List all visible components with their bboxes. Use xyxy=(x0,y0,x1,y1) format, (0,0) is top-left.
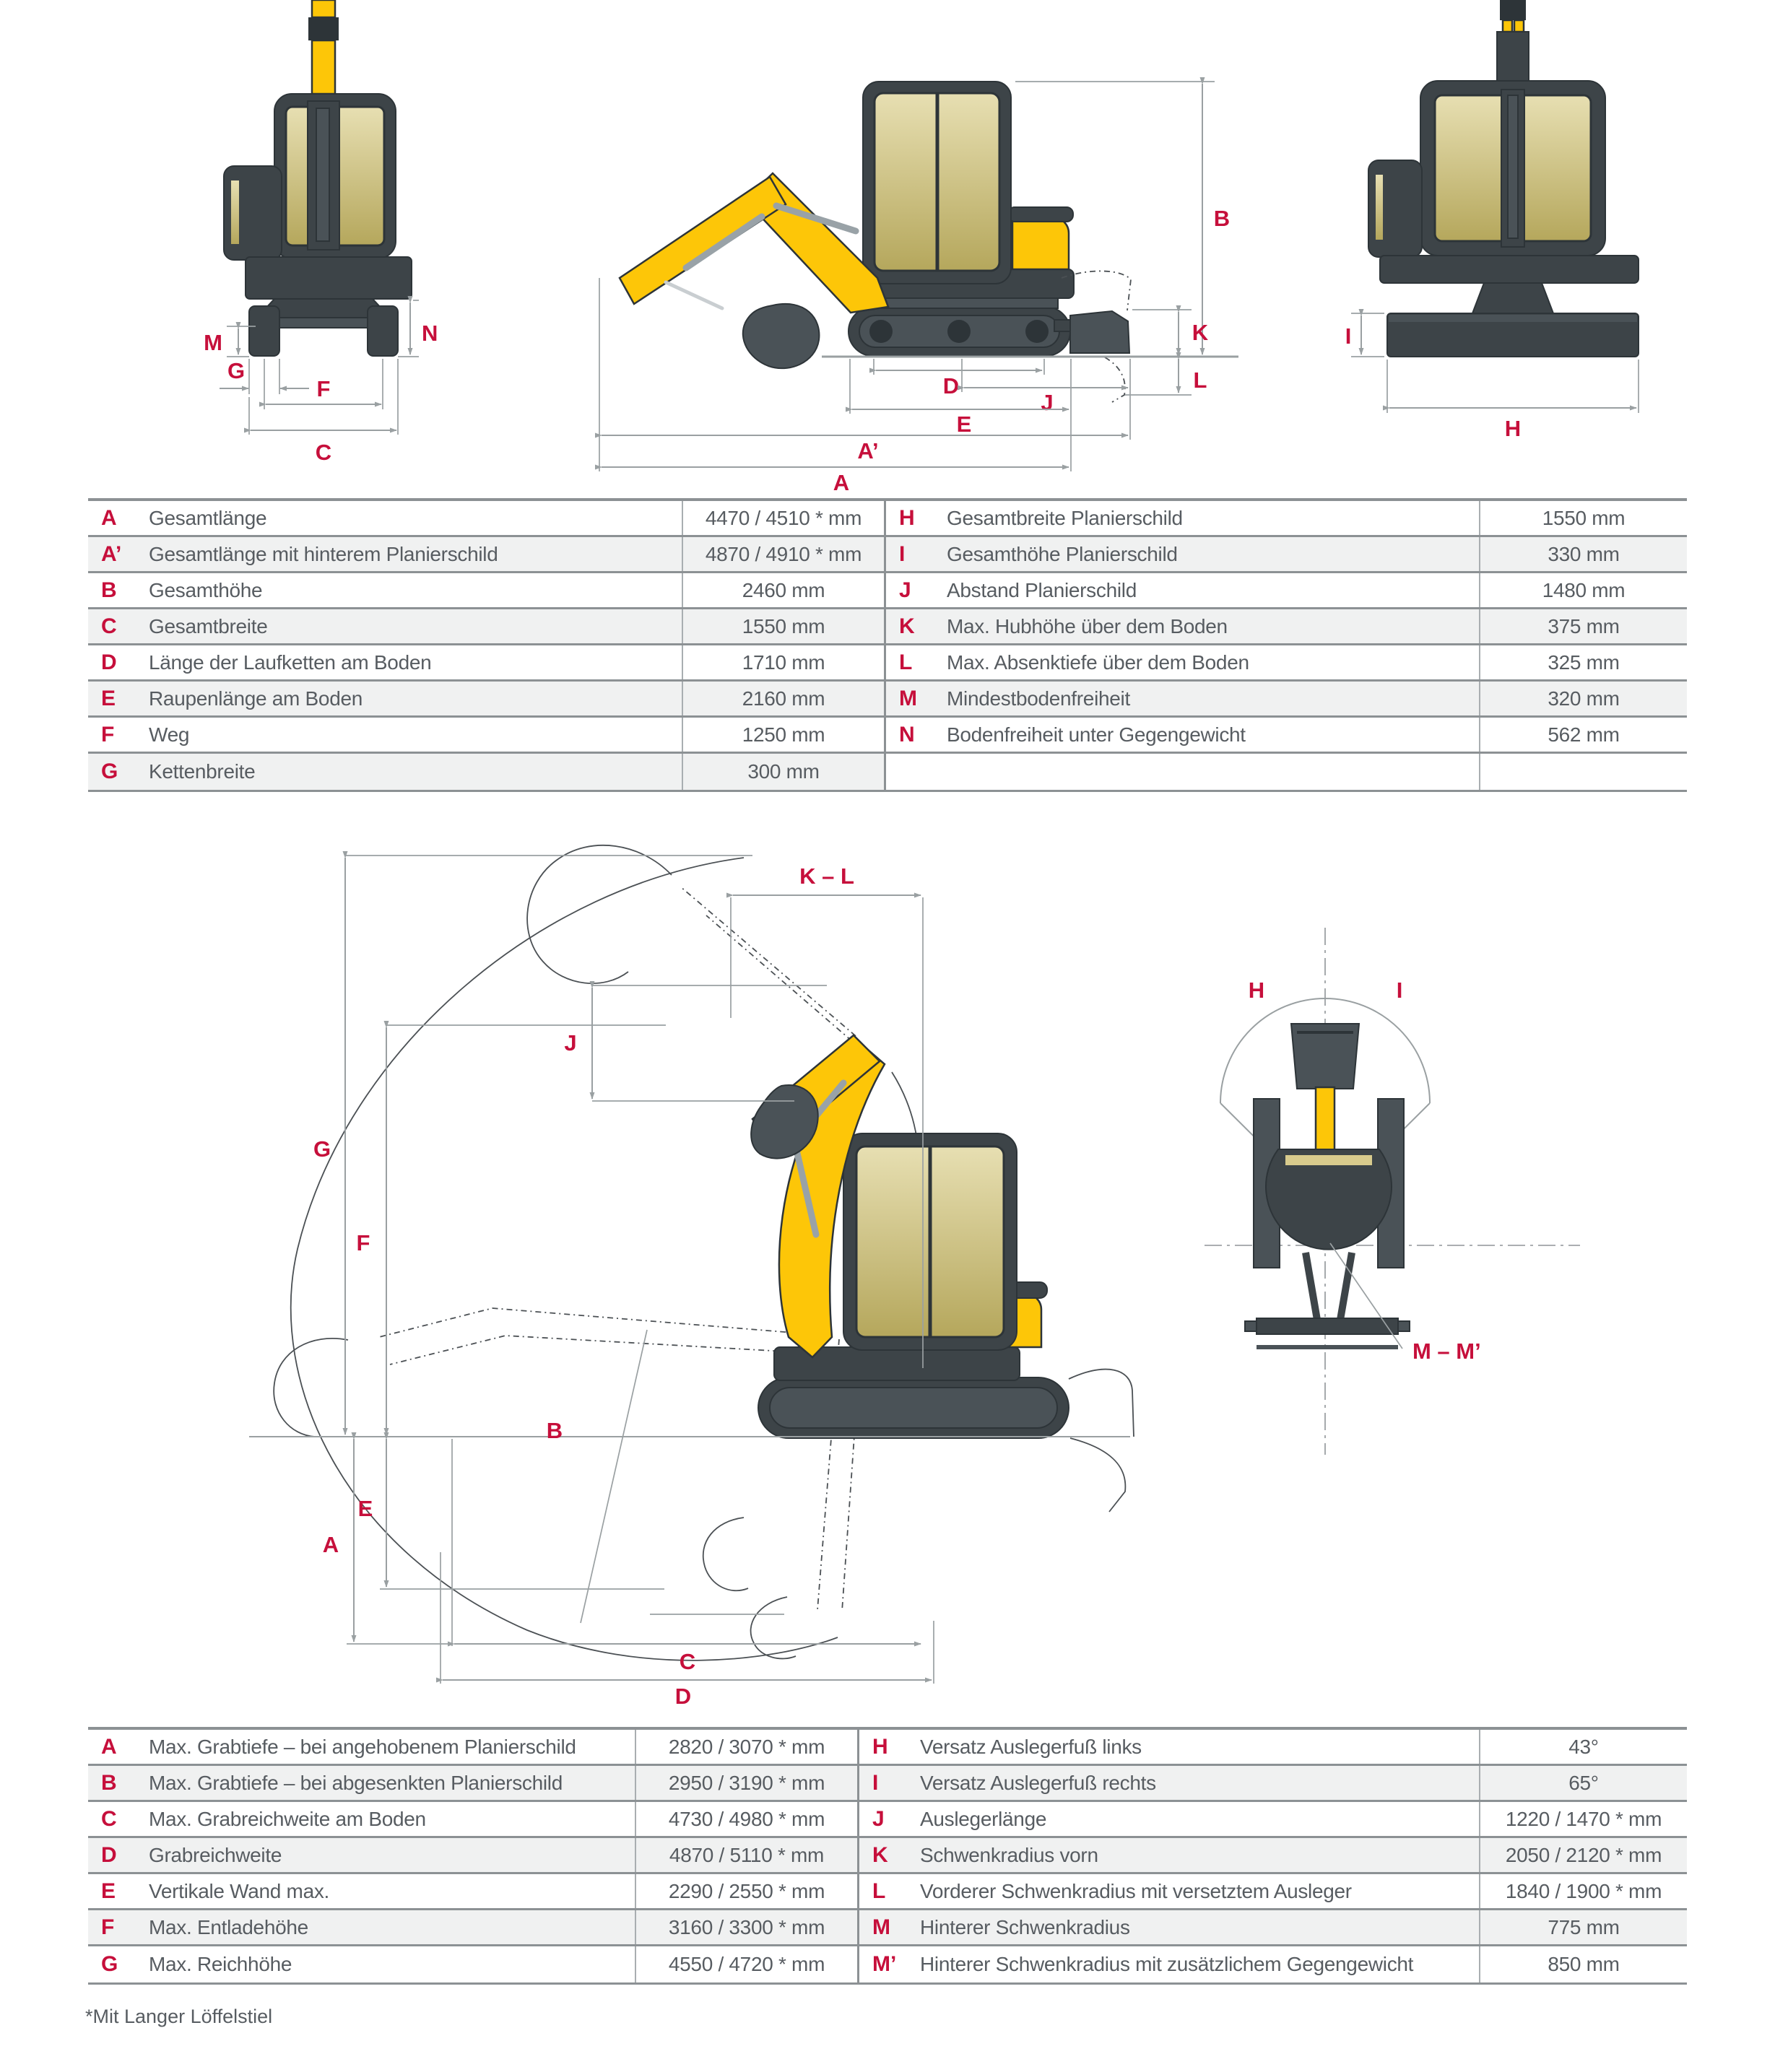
row-value: 2160 mm xyxy=(682,682,884,715)
dim-label-M: M xyxy=(204,330,222,355)
dimensions-table-right xyxy=(884,501,1687,790)
row-value: 1710 mm xyxy=(682,645,884,679)
row-key: K xyxy=(872,1842,888,1867)
row-value: 330 mm xyxy=(1479,537,1687,571)
dim-label-B: B xyxy=(1213,206,1231,231)
dim-label-C: C xyxy=(679,1649,696,1674)
working-range-diagram xyxy=(238,830,1141,1707)
row-label: Max. Entladehöhe xyxy=(149,1915,308,1938)
table-row xyxy=(88,682,884,718)
row-value: 4470 / 4510 * mm xyxy=(682,501,884,535)
table-row xyxy=(859,1874,1687,1910)
dim-label-F: F xyxy=(356,1230,370,1255)
table-row xyxy=(88,1946,857,1982)
row-value: 4550 / 4720 * mm xyxy=(635,1946,857,1982)
row-key: B xyxy=(101,578,117,602)
dim-label-F: F xyxy=(316,376,331,401)
row-label: Versatz Auslegerfuß links xyxy=(920,1735,1142,1758)
row-value: 43° xyxy=(1479,1730,1687,1764)
row-value: 1840 / 1900 * mm xyxy=(1479,1874,1687,1908)
row-label: Max. Reichhöhe xyxy=(149,1953,292,1975)
table-row xyxy=(886,682,1687,718)
row-label: Raupenlänge am Boden xyxy=(149,687,363,710)
row-label: Abstand Planierschild xyxy=(947,578,1137,601)
dim-label-H: H xyxy=(1248,978,1265,1003)
row-key: E xyxy=(101,686,116,710)
row-key: L xyxy=(899,650,913,674)
row-value: 562 mm xyxy=(1479,718,1687,752)
dim-label-N: N xyxy=(422,321,438,346)
table-row xyxy=(886,718,1687,754)
row-key: C xyxy=(101,1806,117,1831)
row-label: Schwenkradius vorn xyxy=(920,1843,1098,1866)
row-value: 2050 / 2120 * mm xyxy=(1479,1838,1687,1872)
row-key: M xyxy=(872,1915,890,1939)
table-row xyxy=(88,1730,857,1766)
row-value: 1550 mm xyxy=(682,609,884,643)
row-label: Versatz Auslegerfuß rechts xyxy=(920,1771,1156,1794)
row-label: Hinterer Schwenkradius mit zusätzlichem Gegengewicht xyxy=(920,1953,1414,1975)
table-row xyxy=(88,1910,857,1946)
dim-label-J: J xyxy=(1041,390,1054,415)
dim-label-D: D xyxy=(674,1684,692,1709)
dimensions-table xyxy=(88,498,1687,792)
table-row xyxy=(88,1874,857,1910)
table-row xyxy=(859,1838,1687,1874)
row-label: Länge der Laufketten am Boden xyxy=(149,650,432,674)
row-key: F xyxy=(101,722,115,746)
row-value: 320 mm xyxy=(1479,682,1687,715)
row-label: Kettenbreite xyxy=(149,760,256,783)
dim-label-C: C xyxy=(315,440,332,465)
row-value: 775 mm xyxy=(1479,1910,1687,1944)
row-label: Gesamthöhe xyxy=(149,578,263,601)
dim-label-G: G xyxy=(313,1136,331,1162)
row-value: 1480 mm xyxy=(1479,573,1687,607)
dim-label-L: L xyxy=(1193,367,1207,393)
dimensions-table-left xyxy=(88,501,884,790)
dim-label-E: E xyxy=(357,1496,373,1521)
row-label: Bodenfreiheit unter Gegengewicht xyxy=(947,723,1246,746)
row-key: G xyxy=(101,1952,118,1976)
row-value: 4730 / 4980 * mm xyxy=(635,1802,857,1836)
row-value: 375 mm xyxy=(1479,609,1687,643)
row-key: A’ xyxy=(101,541,122,566)
working-range-table-left xyxy=(88,1730,857,1982)
row-value: 2290 / 2550 * mm xyxy=(635,1874,857,1908)
row-value: 1250 mm xyxy=(682,718,884,752)
table-row xyxy=(88,754,884,790)
top-view-diagram xyxy=(1184,917,1690,1466)
row-label: Weg xyxy=(149,723,190,746)
row-label: Max. Absenktiefe über dem Boden xyxy=(947,650,1249,674)
row-key: H xyxy=(899,505,915,530)
row-value: 2950 / 3190 * mm xyxy=(635,1766,857,1800)
row-key: I xyxy=(899,541,906,566)
dim-label-A: A xyxy=(833,470,850,495)
rear-view-machine xyxy=(224,0,412,356)
table-row xyxy=(88,1766,857,1802)
working-range-table-right xyxy=(857,1730,1687,1982)
table-row xyxy=(859,1730,1687,1766)
side-view-machine xyxy=(620,82,1131,402)
dim-label-D: D xyxy=(942,373,960,399)
row-key: L xyxy=(872,1879,886,1903)
table-row xyxy=(859,1766,1687,1802)
table-row xyxy=(88,718,884,754)
dim-label-G: G xyxy=(227,358,246,383)
dim-label-H: H xyxy=(1504,416,1522,441)
row-key: J xyxy=(872,1806,885,1831)
row-label: Gesamtlänge mit hinterem Planierschild xyxy=(149,542,498,565)
side-view-diagram xyxy=(556,40,1242,505)
table-row xyxy=(886,754,1687,790)
row-label: Hinterer Schwenkradius xyxy=(920,1915,1130,1938)
top-view-machine xyxy=(1245,1024,1410,1347)
row-label: Max. Grabtiefe – bei abgesenkten Planierschild xyxy=(149,1771,563,1794)
row-key: D xyxy=(101,1842,117,1867)
table-row xyxy=(886,609,1687,645)
row-key: K xyxy=(899,614,915,638)
footnote: *Mit Langer Löffelstiel xyxy=(85,2006,273,2027)
row-key: F xyxy=(101,1915,115,1939)
front-view-machine xyxy=(1368,0,1639,357)
row-key: D xyxy=(101,650,117,674)
row-value: 2460 mm xyxy=(682,573,884,607)
dim-label-E: E xyxy=(956,412,972,437)
row-key: C xyxy=(101,614,117,638)
row-label: Max. Grabreichweite am Boden xyxy=(149,1807,426,1830)
table-row xyxy=(88,1802,857,1838)
table-row xyxy=(886,645,1687,682)
rear-view-diagram xyxy=(130,0,505,476)
table-row xyxy=(88,501,884,537)
dim-label-K: K xyxy=(1192,320,1209,345)
dim-label-M-M: M – M’ xyxy=(1412,1338,1481,1364)
row-key: A xyxy=(101,505,117,530)
front-view-diagram xyxy=(1340,0,1683,476)
row-label: Max. Grabtiefe – bei angehobenem Planierschild xyxy=(149,1735,576,1758)
row-value xyxy=(1479,754,1687,790)
table-row xyxy=(88,645,884,682)
row-key: E xyxy=(101,1879,116,1903)
table-row xyxy=(886,573,1687,609)
row-label: Gesamtbreite xyxy=(149,614,268,637)
row-label: Vorderer Schwenkradius mit versetztem Ausleger xyxy=(920,1879,1352,1902)
dim-label-K-L: K – L xyxy=(799,863,854,889)
row-label: Auslegerlänge xyxy=(920,1807,1047,1830)
row-key: M xyxy=(899,686,917,710)
table-row xyxy=(886,501,1687,537)
row-value: 325 mm xyxy=(1479,645,1687,679)
row-label: Gesamthöhe Planierschild xyxy=(947,542,1178,565)
row-label: Vertikale Wand max. xyxy=(149,1879,330,1902)
dim-label-J: J xyxy=(564,1030,577,1055)
row-key: I xyxy=(872,1770,879,1795)
row-value: 3160 / 3300 * mm xyxy=(635,1910,857,1944)
row-label: Gesamtlänge xyxy=(149,506,267,529)
row-value: 1550 mm xyxy=(1479,501,1687,535)
row-value: 4870 / 4910 * mm xyxy=(682,537,884,571)
table-row xyxy=(88,537,884,573)
table-row xyxy=(88,573,884,609)
row-key: H xyxy=(872,1734,888,1759)
row-value: 1220 / 1470 * mm xyxy=(1479,1802,1687,1836)
row-value: 4870 / 5110 * mm xyxy=(635,1838,857,1872)
row-key xyxy=(886,754,947,790)
row-key: B xyxy=(101,1770,117,1795)
row-value: 2820 / 3070 * mm xyxy=(635,1730,857,1764)
table-row xyxy=(859,1910,1687,1946)
row-key: M’ xyxy=(872,1952,897,1976)
working-range-table xyxy=(88,1727,1687,1985)
table-row xyxy=(88,609,884,645)
row-key: G xyxy=(101,759,118,783)
row-label: Max. Hubhöhe über dem Boden xyxy=(947,614,1228,637)
dim-label-I: I xyxy=(1396,978,1403,1003)
row-key: A xyxy=(101,1734,117,1759)
table-row xyxy=(859,1802,1687,1838)
table-row xyxy=(88,1838,857,1874)
row-value: 65° xyxy=(1479,1766,1687,1800)
row-label: Gesamtbreite Planierschild xyxy=(947,506,1183,529)
row-label: Mindestbodenfreiheit xyxy=(947,687,1130,710)
dim-label-B: B xyxy=(546,1418,563,1443)
working-range-machine xyxy=(238,830,1134,1512)
row-value: 850 mm xyxy=(1479,1946,1687,1982)
table-row xyxy=(886,537,1687,573)
row-key: J xyxy=(899,578,911,602)
row-value: 300 mm xyxy=(682,754,884,790)
row-label xyxy=(947,754,1479,790)
dim-label-I: I xyxy=(1345,323,1352,349)
row-label: Grabreichweite xyxy=(149,1843,282,1866)
dim-label-A: A xyxy=(322,1532,339,1557)
dim-label-A-prime: A’ xyxy=(857,438,879,463)
table-row xyxy=(859,1946,1687,1982)
row-key: N xyxy=(899,722,915,746)
